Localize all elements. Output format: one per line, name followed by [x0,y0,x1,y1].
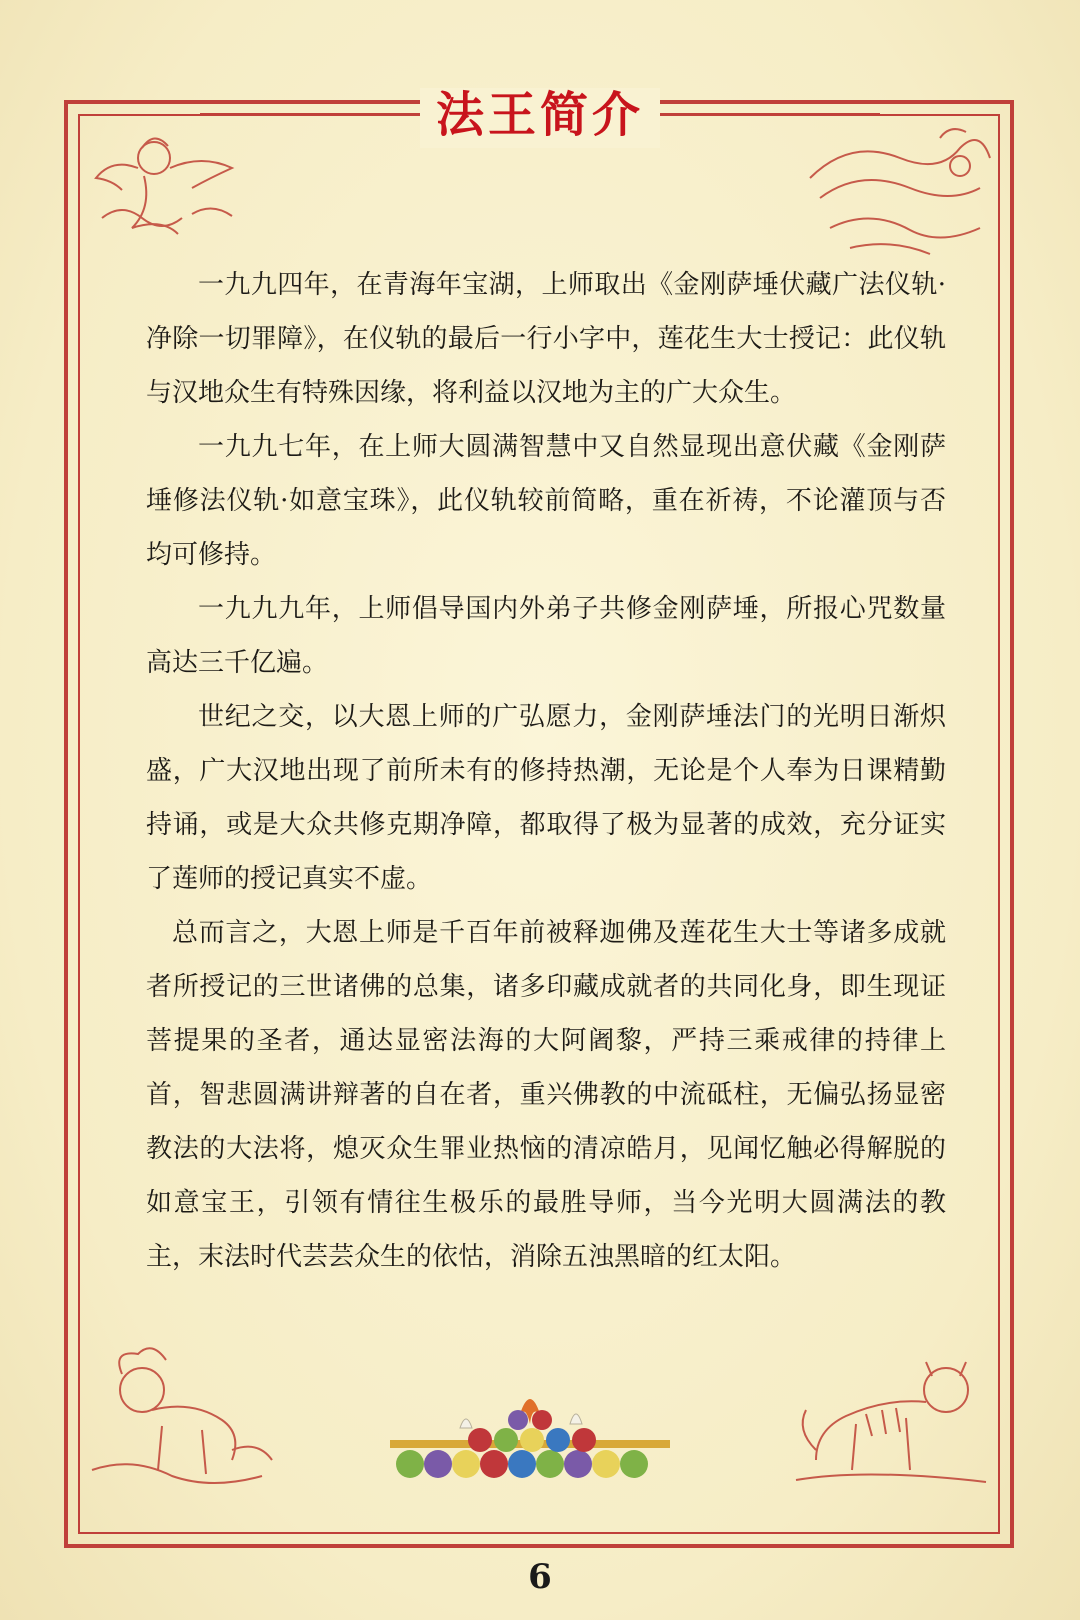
paragraph: 总而言之，大恩上师是千百年前被释迦佛及莲花生大士等诸多成就者所授记的三世诸佛的总集，诸多印藏成就者的共同化身，即生现证菩提果的圣者，通达显密法海的大阿阇黎，严持三乘戒律的持律上首，智悲圆满讲辩著的自在者，重兴佛教的中流砥柱，无偏弘扬显密教法的大法将，熄灭众生罪业热恼的清凉皓月，见闻忆触必得解脱的如意宝王，引领有情往生极乐的最胜导师，当今光明大圆满法的教主，末法时代芸芸众生的依怙，消除五浊黑暗的红太阳。 [146,918,946,1272]
title-rule-left [200,113,420,116]
body-text [146,258,946,1284]
paragraph: 世纪之交，以大恩上师的广弘愿力，金刚萨埵法门的光明日渐炽盛，广大汉地出现了前所未有的修持热潮，无论是个人奉为日课精勤持诵，或是大众共修克期净障，都取得了极为显著的成效，充分证实了莲师的授记真实不虚。 [146,702,946,894]
title-rule-right [660,113,880,116]
page-title: 法王简介 [435,87,644,143]
garuda-icon [82,118,252,248]
paragraph: 一九九四年，在青海年宝湖，上师取出《金刚萨埵伏藏广法仪轨·净除一切罪障》，在仪轨的最后一行小字中，莲花生大士授记：此仪轨与汉地众生有特殊因缘，将利益以汉地为主的广大众生。 [146,270,946,408]
tiger-icon [786,1340,1000,1490]
snow-lion-icon [82,1330,282,1490]
page-number: 6 [528,1557,552,1597]
jewel-offering-icon [370,1384,690,1484]
paragraph: 一九九七年，在上师大圆满智慧中又自然显现出意伏藏《金刚萨埵修法仪轨·如意宝珠》，此仪轨较前简略，重在祈祷，不论灌顶与否均可修持。 [146,432,946,570]
paragraph: 一九九九年，上师倡导国内外弟子共修金刚萨埵，所报心咒数量高达三千亿遍。 [146,594,946,678]
dragon-icon [790,118,1000,268]
